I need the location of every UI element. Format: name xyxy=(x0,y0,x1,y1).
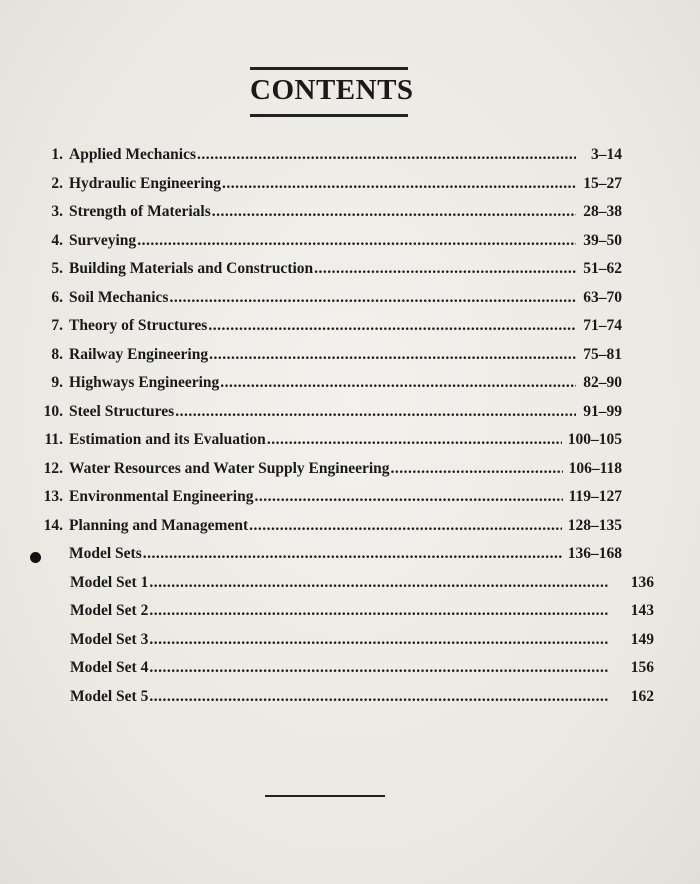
toc-entry xyxy=(38,545,622,567)
entry-pages: 143 xyxy=(630,602,654,619)
toc-entry xyxy=(38,403,622,425)
entry-title: Highways Engineering xyxy=(69,374,220,391)
entry-number: 9. xyxy=(51,374,63,391)
title-rule-top xyxy=(250,67,408,70)
entry-number: 2. xyxy=(51,174,63,192)
entry-pages: 128–135 xyxy=(567,516,622,534)
dot-leader xyxy=(149,631,608,649)
entry-number: 4. xyxy=(51,231,63,249)
entry-title: Model Set 1 xyxy=(70,573,149,591)
toc-entry xyxy=(38,574,654,596)
entry-pages: 156 xyxy=(630,659,654,676)
entry-title: Steel Structures xyxy=(69,402,175,420)
entry-title: Strength of Materials xyxy=(69,203,211,220)
entry-pages: 3–14 xyxy=(591,146,622,163)
entry-title: Model Set 4 xyxy=(70,659,149,676)
entry-number: 3. xyxy=(51,203,63,220)
entry-pages: 63–70 xyxy=(583,288,622,306)
entry-pages: 136–168 xyxy=(567,545,622,562)
toc-entry xyxy=(38,289,622,311)
toc-entry xyxy=(38,175,622,197)
entry-title: Surveying xyxy=(69,231,137,249)
entry-title: Model Sets xyxy=(69,545,142,562)
entry-title: Planning and Management xyxy=(69,516,249,534)
toc-entry xyxy=(38,346,622,368)
toc-entry xyxy=(38,374,622,396)
dot-leader xyxy=(169,289,576,307)
dot-leader xyxy=(222,175,576,193)
entry-title: Model Set 3 xyxy=(70,630,149,648)
entry-number: 7. xyxy=(51,317,63,334)
entry-pages: 149 xyxy=(630,630,654,648)
toc-entry xyxy=(38,688,654,710)
dot-leader xyxy=(209,346,576,364)
entry-pages: 100–105 xyxy=(567,431,622,448)
entry-title: Model Set 5 xyxy=(70,687,149,705)
entry-pages: 71–74 xyxy=(583,317,622,334)
toc-entry xyxy=(38,146,622,168)
entry-title: Soil Mechanics xyxy=(69,288,169,306)
entry-number: 11. xyxy=(44,431,63,448)
entry-pages: 119–127 xyxy=(568,488,622,505)
toc-entry xyxy=(38,431,622,453)
toc-entry xyxy=(38,232,622,254)
dot-leader xyxy=(208,317,576,335)
dot-leader xyxy=(197,146,576,164)
entry-title: Environmental Engineering xyxy=(69,488,254,505)
bottom-rule xyxy=(265,795,385,797)
dot-leader xyxy=(254,488,562,506)
entry-pages: 28–38 xyxy=(583,203,622,220)
entry-number: 10. xyxy=(43,402,63,420)
toc-entry xyxy=(38,602,654,624)
entry-pages: 51–62 xyxy=(583,260,622,277)
entry-number: 6. xyxy=(51,288,63,306)
entry-title: Building Materials and Construction xyxy=(69,260,314,277)
entry-number: 8. xyxy=(51,345,63,363)
dot-leader xyxy=(149,688,608,706)
entry-title: Railway Engineering xyxy=(69,345,209,363)
entry-pages: 82–90 xyxy=(583,374,622,391)
dot-leader xyxy=(149,659,608,677)
toc-entry xyxy=(38,260,622,282)
dot-leader xyxy=(175,403,576,421)
entry-title: Hydraulic Engineering xyxy=(69,174,221,192)
entry-pages: 39–50 xyxy=(583,231,622,249)
entry-title: Water Resources and Water Supply Engineering xyxy=(69,459,390,477)
toc-entry xyxy=(38,659,654,681)
title-rule-bottom xyxy=(250,114,408,117)
dot-leader xyxy=(137,232,576,250)
toc-entry xyxy=(38,488,622,510)
entry-title: Applied Mechanics xyxy=(69,146,197,163)
toc-entry xyxy=(38,631,654,653)
entry-pages: 15–27 xyxy=(583,174,622,192)
dot-leader xyxy=(212,203,576,221)
entry-number: 14. xyxy=(43,516,63,534)
entry-number: 12. xyxy=(43,459,63,477)
page-title: CONTENTS xyxy=(250,74,414,106)
entry-number: 5. xyxy=(51,260,63,277)
dot-leader xyxy=(149,574,608,592)
entry-pages: 136 xyxy=(630,573,654,591)
dot-leader xyxy=(267,431,562,449)
entry-pages: 75–81 xyxy=(583,345,622,363)
dot-leader xyxy=(314,260,576,278)
dot-leader xyxy=(391,460,563,478)
entry-title: Model Set 2 xyxy=(70,602,149,619)
entry-number: 13. xyxy=(43,488,63,505)
toc-entry xyxy=(38,517,622,539)
entry-title: Theory of Structures xyxy=(69,317,208,334)
toc-entry xyxy=(38,203,622,225)
entry-pages: 91–99 xyxy=(583,402,622,420)
dot-leader xyxy=(149,602,608,620)
dot-leader xyxy=(249,517,562,535)
dot-leader xyxy=(143,545,562,563)
toc-entry xyxy=(38,460,622,482)
dot-leader xyxy=(220,374,576,392)
entry-number: 1. xyxy=(51,146,63,163)
entry-pages: 106–118 xyxy=(568,459,622,477)
entry-title: Estimation and its Evaluation xyxy=(69,431,266,448)
entry-pages: 162 xyxy=(630,687,654,705)
toc-entry xyxy=(38,317,622,339)
